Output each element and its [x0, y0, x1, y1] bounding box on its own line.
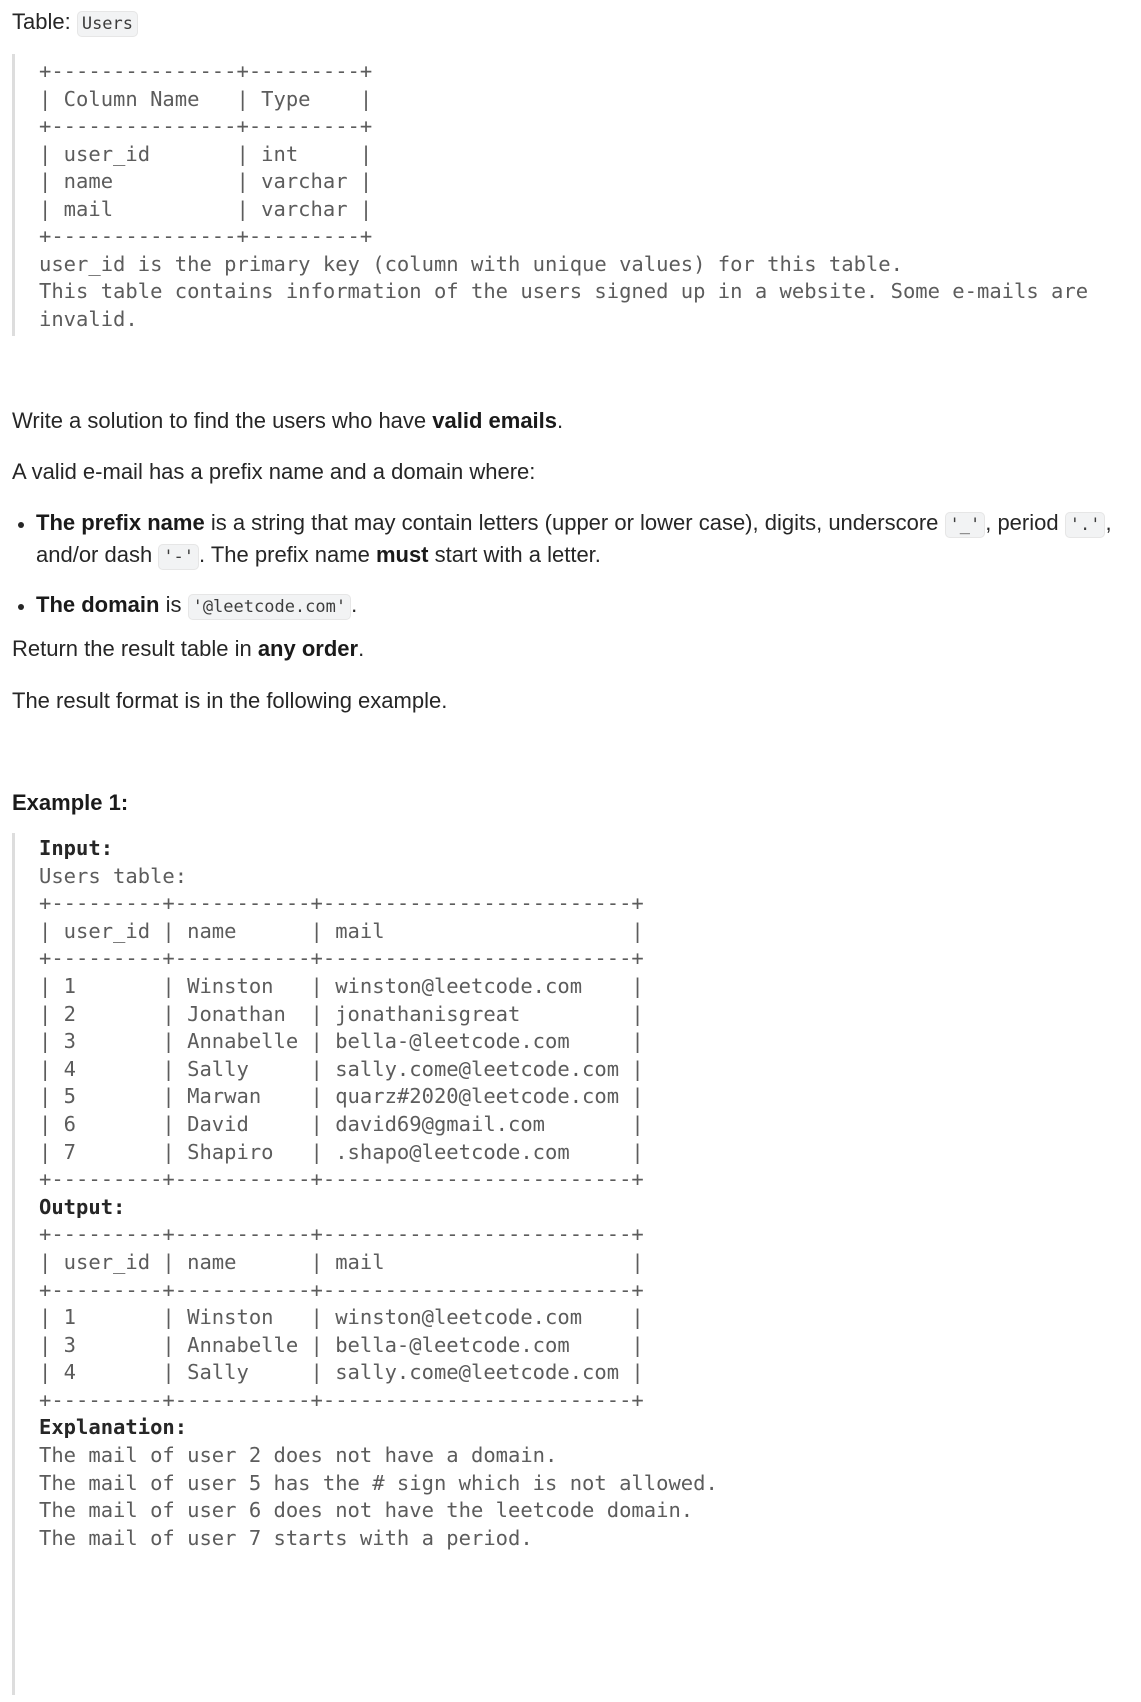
task-statement	[12, 405, 563, 437]
example-block	[12, 833, 718, 1695]
task-text: Write a solution to find the users who have	[12, 408, 433, 433]
rule-prefix-comma: ,	[1105, 510, 1112, 535]
period-code: '.'	[1065, 512, 1106, 538]
explanation-block: The mail of user 2 does not have a domain. The mail of user 5 has the # sign which is not allowed. The mail of user 6 does not have the leetcode domain. The mail of user 7 starts with a period.	[39, 1443, 718, 1550]
output-label: Output:	[39, 1194, 126, 1219]
input-block: Users table: +---------+-----------+-------------------------+ | user_id | name | mail | +---------+-----------+-------------------------+ | 1 | Winston | winston@leetcode.com | | 2 | Jonathan | jonathanisgreat | | 3 | Annabelle | bella-@leetcode.com | | 4 | Sally | sally.come@leetcode.com | | 5 | Marwan | quarz#2020@leetcode.com | | 6 | David | david69@gmail.com | | 7 | Shapiro | .shapo@leetcode.com | +---------+-----------+-------------------------+	[39, 863, 644, 1192]
rule-must-bold: must	[375, 542, 429, 567]
output-block: +---------+-----------+-------------------------+ | user_id | name | mail | +---------+-----------+-------------------------+ | 1 | Winston | winston@leetcode.com | | 3 | Annabelle | bella-@leetcode.com | | 4 | Sally | sally.come@leetcode.com | +---------+-----------+-------------------------+	[39, 1222, 644, 1412]
example-pre	[39, 835, 718, 1552]
table-intro	[12, 6, 138, 40]
input-label: Input:	[39, 836, 114, 860]
rule-prefix-text-5: start with a letter.	[428, 542, 601, 567]
table-name-code: Users	[77, 11, 138, 37]
rule-prefix-text-2: , period	[985, 510, 1065, 535]
example-title-bold: Example 1:	[12, 790, 129, 815]
rule-prefix-text-4: . The prefix name	[199, 542, 376, 567]
rules-list	[12, 508, 1136, 623]
underscore-code: '_'	[945, 512, 986, 538]
rule-prefix-text-3: and/or dash	[36, 542, 159, 567]
rule-domain-end: .	[351, 592, 358, 617]
example-title	[12, 787, 128, 819]
valid-intro: A valid e-mail has a prefix name and a domain where:	[12, 459, 536, 484]
rule-prefix	[36, 508, 1136, 572]
domain-code: '@leetcode.com'	[188, 594, 352, 620]
rule-domain-text: is	[159, 592, 188, 617]
task-text-end: .	[557, 408, 564, 433]
rule-domain	[36, 589, 1136, 623]
return-text: Return the result table in	[12, 636, 258, 661]
rule-prefix-text: is a string that may contain letters (upper or lower case), digits, underscore	[204, 510, 945, 535]
task-bold: valid emails	[432, 408, 558, 433]
explanation-label: Explanation:	[39, 1415, 188, 1440]
rule-domain-bold: The domain	[36, 592, 160, 617]
return-line	[12, 633, 364, 665]
return-bold: any order	[257, 636, 359, 661]
format-line: The result format is in the following example.	[12, 688, 448, 713]
table-intro-label: Table:	[12, 9, 77, 34]
schema-block	[12, 54, 1088, 336]
rule-prefix-bold: The prefix name	[36, 510, 205, 535]
return-end: .	[358, 636, 365, 661]
dash-code: '-'	[158, 544, 199, 570]
schema-table: +---------------+---------+ | Column Name | Type | +---------------+---------+ | user_id | int | | name | varchar | | mail | varchar | +---------------+---------+ user_id is the primary key (column with unique values) for this table. This table contains information of the users signed up in a website. Some e-mails are invalid.	[39, 59, 1089, 331]
